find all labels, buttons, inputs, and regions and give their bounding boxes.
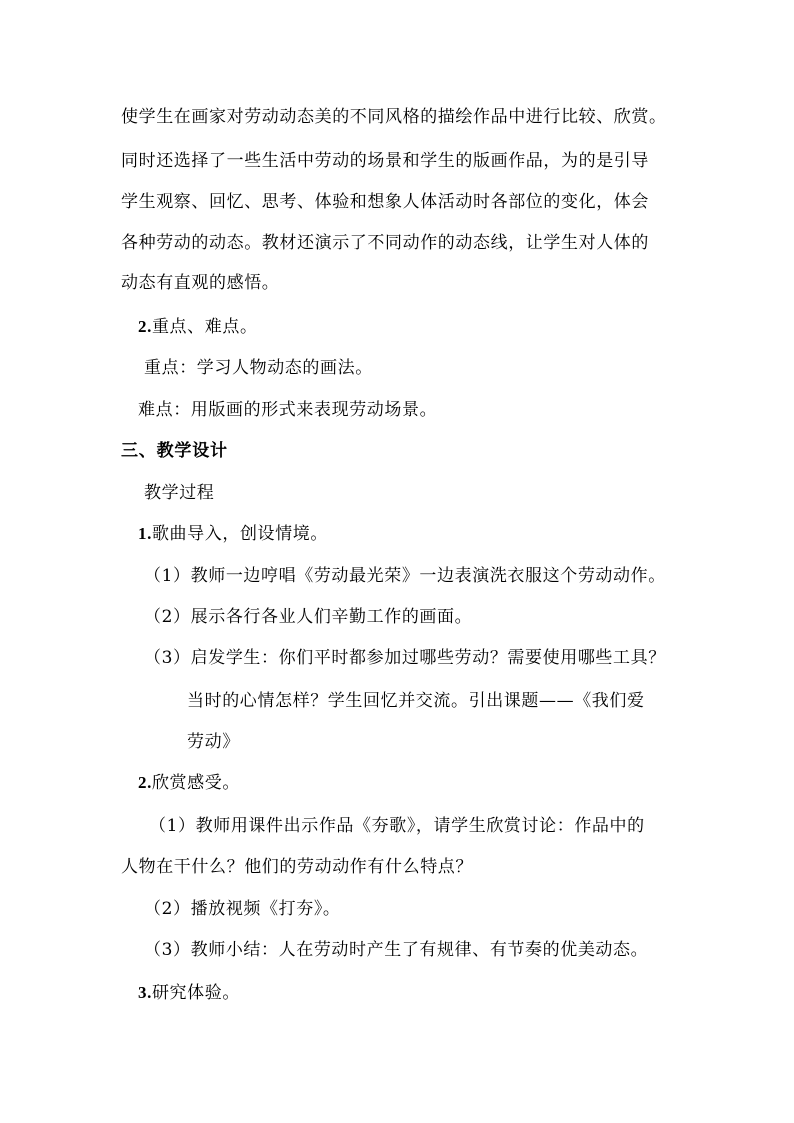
step-1-item-1: （1）教师一边哼唱《劳动最光荣》一边表演洗衣服这个劳动动作。 [144, 566, 666, 586]
section-2-number: 2. [138, 317, 152, 336]
step-3-title: 研究体验。 [151, 983, 240, 1003]
intro-line-4: 各种劳动的动态。教材还演示了不同动作的动态线，让学生对人体的 [121, 233, 649, 253]
intro-line-1: 使学生在画家对劳动动态美的不同风格的描绘作品中进行比较、欣赏。 [121, 107, 667, 127]
step-1-item-3-line-1: （3）启发学生：你们平时都参加过哪些劳动？需要使用哪些工具？ [144, 648, 666, 668]
step-2-number: 2. [138, 773, 152, 792]
step-1-item-2: （2）展示各行各业人们辛勤工作的画面。 [144, 607, 473, 627]
step-1-heading [138, 523, 328, 545]
section-2-heading [138, 316, 258, 338]
key-point-text: 重点：学习人物动态的画法。 [144, 358, 373, 378]
intro-line-3: 学生观察、回忆、思考、体验和想象人体活动时各部位的变化，体会 [121, 192, 649, 212]
section-2-title: 重点、难点。 [151, 317, 258, 337]
step-2-heading [138, 772, 240, 794]
step-2-item-2: （2）播放视频《打夯》。 [144, 899, 341, 919]
step-2-item-1-line-1: （1）教师用课件出示作品《夯歌》，请学生欣赏讨论：作品中的 [149, 816, 645, 836]
step-1-item-3-line-3: 劳动》 [187, 732, 240, 752]
step-3-number: 3. [138, 983, 152, 1002]
step-1-title: 歌曲导入，创设情境。 [151, 524, 328, 544]
step-1-number: 1. [138, 524, 152, 543]
step-1-item-3-line-2: 当时的心情怎样？学生回忆并交流。引出课题——《我们爱 [187, 691, 645, 711]
intro-line-2: 同时还选择了一些生活中劳动的场景和学生的版画作品，为的是引导 [121, 151, 649, 171]
step-2-item-1-line-2: 人物在干什么？他们的劳动动作有什么特点？ [121, 857, 473, 877]
process-label: 教学过程 [144, 483, 215, 503]
section-3-heading: 三、教学设计 [121, 441, 228, 461]
difficulty-text: 难点：用版画的形式来表现劳动场景。 [138, 400, 438, 420]
intro-line-5: 动态有直观的感悟。 [121, 273, 280, 293]
step-2-title: 欣赏感受。 [151, 773, 240, 793]
step-3-heading [138, 982, 240, 1004]
step-2-item-3: （3）教师小结：人在劳动时产生了有规律、有节奏的优美动态。 [144, 940, 649, 960]
